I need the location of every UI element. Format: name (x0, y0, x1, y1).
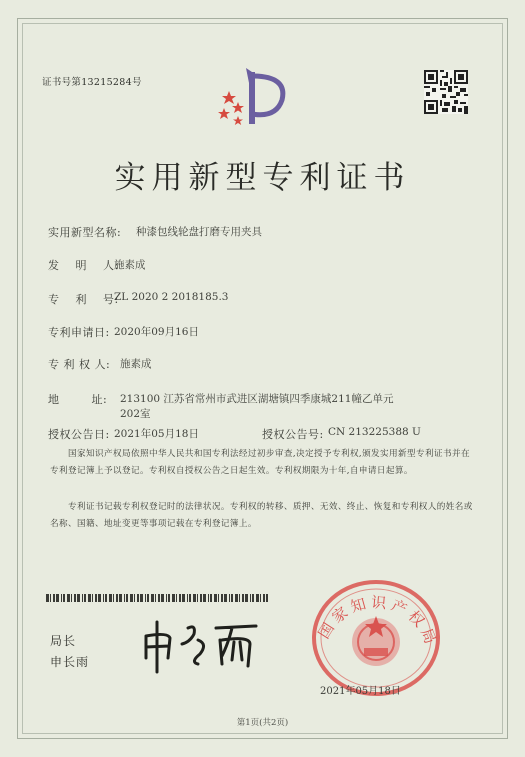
patent-office-logo-icon (216, 66, 296, 136)
barcode-bar (140, 594, 143, 602)
barcode-bar (134, 594, 135, 602)
barcode-bar (53, 594, 55, 602)
address-line-1: 213100 江苏省常州市武进区湖塘镇四季康城211幢乙单元 (120, 393, 394, 405)
barcode-bar (46, 594, 49, 602)
grant-number-value: CN 213225388 U (328, 426, 421, 438)
barcode-bar (245, 594, 248, 602)
barcode-bar (158, 594, 160, 602)
director-signature-icon (138, 614, 268, 676)
barcode-bar (151, 594, 154, 602)
grant-date-value: 2021年05月18日 (114, 428, 199, 440)
utility-model-name-value: 种漆包线轮盘打磨专用夹具 (136, 226, 262, 238)
barcode-bar (92, 594, 93, 602)
barcode-bar (166, 594, 167, 602)
barcode-bar (155, 594, 156, 602)
barcode-bar (256, 594, 259, 602)
barcode-bar (187, 594, 188, 602)
barcode-bar (84, 594, 86, 602)
body-paragraph-2: 专利证书记载专利权登记时的法律状况。专利权的转移、质押、无效、终止、恢复和专利权人的姓名或名称、国籍、地址变更等事项记载在专利登记簿上。 (50, 502, 473, 529)
barcode-bar (105, 594, 107, 602)
barcode-bar (137, 594, 139, 602)
barcode-bar (126, 594, 128, 602)
barcode-bar (193, 594, 196, 602)
barcode-bar (172, 594, 175, 602)
barcode-bar (50, 594, 51, 602)
barcode-bar (239, 594, 240, 602)
barcode-bar (203, 594, 206, 602)
patentee-label: 专 利 权 人: (48, 358, 111, 371)
patentee-value: 施素成 (120, 358, 152, 370)
barcode-bar (98, 594, 101, 602)
certificate-title: 实用新型专利证书 (114, 160, 411, 196)
barcode-bar (250, 594, 251, 602)
certificate-number: 证书号第13215284号 (42, 77, 142, 88)
barcode-bar (161, 594, 164, 602)
barcode-bar (109, 594, 112, 602)
inventor-label: 发 明 人: (48, 259, 119, 272)
barcode-bar (252, 594, 254, 602)
barcode-bar (263, 594, 265, 602)
barcode-bar (168, 594, 170, 602)
barcode-bar (147, 594, 149, 602)
barcode-bar (61, 594, 62, 602)
utility-model-name-label: 实用新型名称: (48, 226, 122, 239)
barcode-bar (197, 594, 198, 602)
filing-date-value: 2020年09月16日 (114, 326, 199, 338)
qr-code-icon (424, 70, 468, 114)
official-seal-icon (302, 578, 452, 698)
barcode-bar (88, 594, 91, 602)
barcode-bar (116, 594, 118, 602)
barcode-bar (210, 594, 212, 602)
barcode-bar (67, 594, 70, 602)
patent-number-label: 专 利 号: (48, 293, 119, 306)
barcode-bar (74, 594, 76, 602)
barcode-bar (189, 594, 191, 602)
barcode-bar (103, 594, 104, 602)
grant-number-label: 授权公告号: (262, 428, 324, 441)
director-name: 申长雨 (50, 655, 90, 669)
barcode-bar (179, 594, 181, 602)
address-line-2: 202室 (120, 408, 151, 420)
grant-date-label: 授权公告日: (48, 428, 110, 441)
barcode-bar (130, 594, 133, 602)
barcode-bar (260, 594, 261, 602)
barcode-bar (119, 594, 122, 602)
barcode-bar (71, 594, 72, 602)
seal-text: 国家知识产权局 (314, 593, 442, 650)
barcode-bar (229, 594, 230, 602)
barcode-bar (214, 594, 217, 602)
barcode-bar (218, 594, 219, 602)
barcode-bar (113, 594, 114, 602)
director-title: 局长 (50, 634, 77, 648)
barcode-bar (124, 594, 125, 602)
barcode-bar (224, 594, 227, 602)
barcode-bar (56, 594, 59, 602)
barcode-bar (63, 594, 65, 602)
filing-date-label: 专利申请日: (48, 326, 110, 339)
barcode-strip (46, 594, 268, 602)
body-paragraph-1: 国家知识产权局依照中华人民共和国专利法经过初步审查,决定授予专利权,颁发实用新型专利证书并在专利登记簿上予以登记。专利权自授权公告之日起生效。专利权期限为十年,自申请日起算。 (50, 449, 470, 476)
page-footer: 第1页(共2页) (236, 718, 289, 728)
barcode-bar (200, 594, 202, 602)
barcode-bar (208, 594, 209, 602)
barcode-bar (82, 594, 83, 602)
barcode-bar (221, 594, 223, 602)
address-label: 地 址: (48, 393, 108, 406)
barcode-bar (231, 594, 233, 602)
barcode-bar (182, 594, 185, 602)
barcode-bar (145, 594, 146, 602)
barcode-bar (77, 594, 80, 602)
barcode-bar (95, 594, 97, 602)
inventor-value: 施素成 (114, 259, 146, 271)
patent-number-value: ZL 2020 2 2018185.3 (114, 291, 229, 303)
barcode-bar (176, 594, 177, 602)
barcode-bar (266, 594, 268, 602)
seal-date: 2021年05月18日 (320, 686, 401, 697)
barcode-bar (242, 594, 244, 602)
barcode-bar (235, 594, 238, 602)
